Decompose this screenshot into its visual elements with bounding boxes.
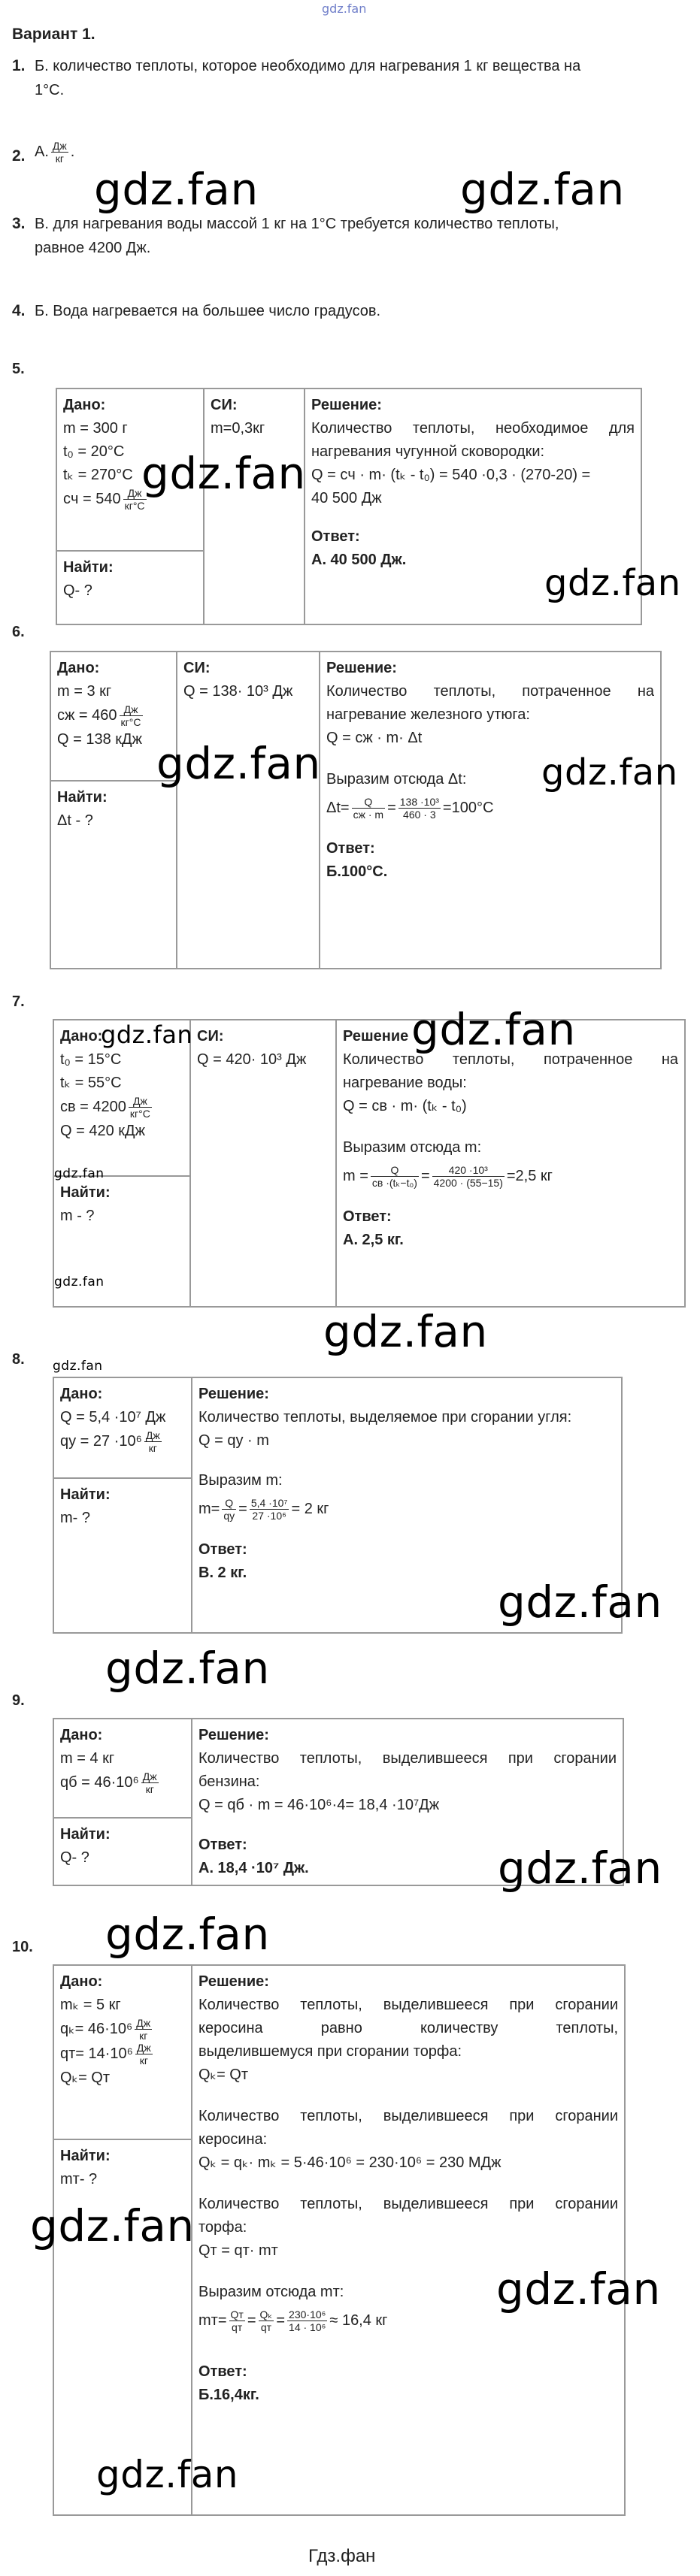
watermark: gdz.fan <box>544 562 681 604</box>
task-10-answer: Б.16,4кг. <box>198 2387 259 2403</box>
task-5-si: СИ: m=0,3кг <box>204 389 305 624</box>
task-10-solution: Решение: Количество теплоты, выделившееся при сгорании керосина равно количеству теплоты, выделившемуся при сгорании торфа: Qₖ= Qт Количество теплоты, выделившееся при сгорании керосина: Qₖ = qₖ· mₖ = 5·46·10⁶ = 230·10⁶ = 230 МДж Количество теплоты, выделившееся при сгорании торфа: Qт = qт· mт Выразим отсюда mт: mт= $\frac{Qт}{qт}$ = $\frac{\text{Qₖ}}{qт}$ = $\frac{\text{230·10⁶}}{\text{14 · 10⁶}}$ ≈ 16,4 кг Ответ: Б.16,4кг. <box>192 1965 625 2515</box>
task-10-number: 10. <box>12 1939 33 1955</box>
task-9-answer: А. 18,4 ·10⁷ Дж. <box>198 1860 309 1876</box>
answer-2-number: 2. <box>12 147 26 165</box>
watermark: gdz.fan <box>496 2263 661 2314</box>
answer-3-number: 3. <box>12 215 26 232</box>
watermark: gdz.fan <box>141 448 306 499</box>
task-8-answer: В. 2 кг. <box>198 1565 247 1581</box>
task-10-find: Найти: mт- ? <box>53 2139 192 2515</box>
task-9-number: 9. <box>12 1692 25 1709</box>
answer-3: В. для нагревания воды массой 1 кг на 1°С требуется количество теплоты, равное 4200 Дж. <box>35 216 559 256</box>
task-6-table <box>50 651 662 969</box>
watermark: gdz.fan <box>54 1166 105 1181</box>
task-5-solution: Решение: Количество теплоты, необходимое для нагревания чугунной сковородки: Q = cч · m· (tₖ - t₀) = 540 ·0,3 · (270-20) = 40 500 Дж Ответ: А. 40 500 Дж. <box>305 389 641 624</box>
task-10-given: Дано: mₖ = 5 кг qₖ= 46·10⁶ $\frac{Дж}{кг}$ qт= 14·10⁶ $\frac{Дж}{кг}$ Qₖ= Qт <box>53 1965 192 2139</box>
watermark: gdz.fan <box>323 1306 488 1357</box>
footer-site-name: Гдз.фан <box>308 2546 376 2566</box>
watermark: gdz.fan <box>498 1577 662 1628</box>
task-8-given: Дано: Q = 5,4 ·10⁷ Дж qу = 27 ·10⁶ $\frac{Дж}{кг}$ <box>53 1377 192 1478</box>
watermark: gdz.fan <box>96 2453 239 2496</box>
task-9-solution: Решение: Количество теплоты, выделившееся при сгорании бензина: Q = qб · m = 46·10⁶·4= 18,4 ·10⁷Дж Ответ: А. 18,4 ·10⁷ Дж. <box>192 1719 623 1885</box>
top-watermark: gdz.fan <box>322 2 367 16</box>
answer-1-number: 1. <box>12 57 26 74</box>
task-5-given: Дано: m = 300 г t₀ = 20°С tₖ = 270°С cч = 540 $\frac{Дж}{кг^\circ С}$ <box>56 389 204 551</box>
watermark: gdz.fan <box>411 1004 576 1055</box>
answer-1: Б. количество теплоты, которое необходимо для нагревания 1 кг вещества на 1°С. <box>35 58 581 98</box>
task-6-find: Найти: Δt - ? <box>50 781 177 969</box>
task-7-si: СИ: Q = 420· 10³ Дж <box>190 1020 336 1307</box>
watermark: gdz.fan <box>53 1359 103 1374</box>
task-8-solution: Решение: Количество теплоты, выделяемое при сгорании угля: Q = qу · m Выразим m: m= $\frac{Q}{qу}$ = $\frac{\text{5,4 ·10⁷}}{\text{27 ·10⁶}}$ = 2 кг Ответ: В. 2 кг. <box>192 1377 622 1633</box>
task-6-given: Дано: m = 3 кг cж = 460 $\frac{Дж}{кг^\circ С}$ Q = 138 кДж <box>50 652 177 781</box>
watermark: gdz.fan <box>94 164 259 215</box>
answer-4: Б. Вода нагревается на большее число градусов. <box>35 303 381 319</box>
task-6-si: СИ: Q = 138· 10³ Дж <box>177 652 320 969</box>
task-7-solution: Решение Количество теплоты, потраченное на нагревание воды: Q = cв · m· (tₖ - t₀) Выразим отсюда m: m = $\frac{Q}{\text{cв ·(tₖ−t₀)}}$ = $\frac{\text{420 ·10³}}{4200 \cdot (55-15)}$ =2,5 кг Ответ: А. 2,5 кг. <box>336 1020 685 1307</box>
task-8-find: Найти: m- ? <box>53 1478 192 1633</box>
task-7-answer: А. 2,5 кг. <box>343 1232 404 1248</box>
answer-2: А. $\frac{Дж}{кг}$ . <box>35 140 75 165</box>
task-7-number: 7. <box>12 993 25 1010</box>
watermark: gdz.fan <box>105 1643 270 1694</box>
task-6-solution: Решение: Количество теплоты, потраченное на нагревание железного утюга: Q = cж · m· Δt Выразим отсюда Δt: Δt= $\frac{Q}{cж \cdot m}$ = $\frac{\text{138 ·10³}}{460 \cdot 3}$ =100°С Ответ: Б.100°С. <box>320 652 661 969</box>
task-7-table <box>53 1019 686 1308</box>
answer-4-number: 4. <box>12 302 26 319</box>
watermark: gdz.fan <box>460 164 625 215</box>
task-7-given: Дано: t₀ = 15°С tₖ = 55°С cв = 4200 $\frac{Дж}{кг^\circ С}$ Q = 420 кДж <box>53 1020 190 1176</box>
watermark: gdz.fan <box>101 1020 193 1049</box>
task-9-find: Найти: Q- ? <box>53 1818 192 1885</box>
watermark: gdz.fan <box>498 1843 662 1894</box>
watermark: gdz.fan <box>541 751 678 794</box>
watermark: gdz.fan <box>105 1909 270 1960</box>
task-6-number: 6. <box>12 624 25 640</box>
task-9-given: Дано: m = 4 кг qб = 46·10⁶ $\frac{Дж}{кг}$ <box>53 1719 192 1818</box>
task-5-number: 5. <box>12 361 25 377</box>
watermark: gdz.fan <box>54 1274 105 1290</box>
task-8-number: 8. <box>12 1351 25 1368</box>
watermark: gdz.fan <box>156 738 321 789</box>
variant-title: Вариант 1. <box>12 26 95 43</box>
task-6-answer: Б.100°С. <box>326 863 388 880</box>
task-7-find: Найти: m - ? <box>53 1176 190 1307</box>
task-5-answer: А. 40 500 Дж. <box>311 552 407 568</box>
task-5-find: Найти: Q- ? <box>56 551 204 624</box>
watermark: gdz.fan <box>30 2200 195 2251</box>
